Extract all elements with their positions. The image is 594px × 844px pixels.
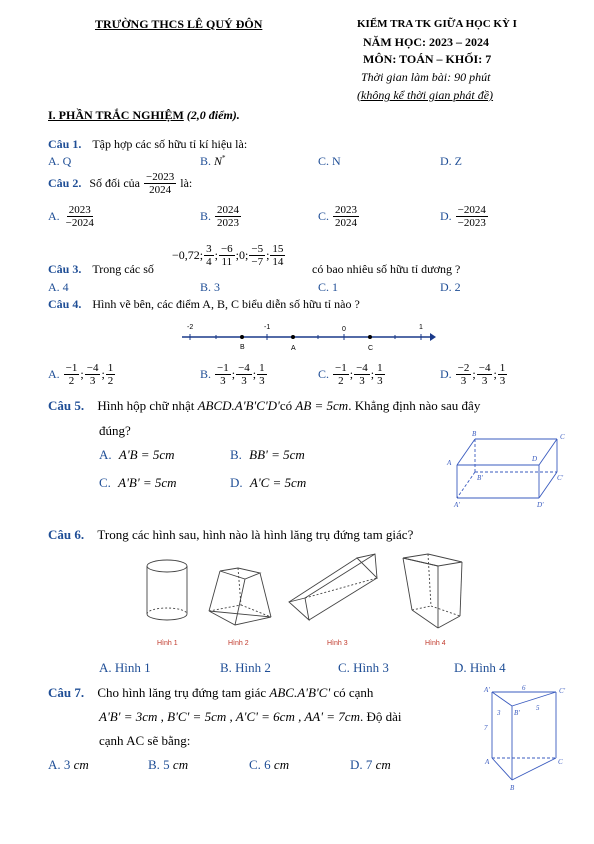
q7-line2-end: . Độ dài	[359, 709, 402, 724]
q3-option-c[interactable]: C. 1	[318, 280, 339, 294]
point-label: C	[368, 345, 374, 352]
q3-text-post: có bao nhiêu số hữu tỉ dương ?	[312, 262, 461, 276]
q5-text-pre: Hình hộp chữ nhật	[97, 398, 195, 413]
svg-text:A': A'	[484, 686, 490, 694]
number-line-arrow	[430, 333, 436, 341]
q3-option-b[interactable]: B. 3	[200, 280, 221, 294]
q7-label: Câu 7.	[48, 685, 85, 700]
tick-label: 0	[342, 326, 346, 333]
point-a	[291, 335, 295, 339]
caption-hinh-2: Hình 2	[228, 640, 249, 647]
q2-text-pre: Số đối của	[89, 176, 141, 190]
q2-label: Câu 2.	[48, 176, 82, 190]
q6-stem	[48, 527, 413, 543]
q1-b-letter: B.	[200, 154, 212, 168]
svg-text:C': C'	[557, 474, 564, 482]
q4-option-b[interactable]: B. $\frac{-1}{3}$ ; $\frac{-4}{3}$ ; $\frac{1}{3}$	[200, 362, 265, 387]
q1-option-a[interactable]: A. Q	[48, 154, 72, 168]
point-b	[240, 335, 244, 339]
point-label: B	[240, 344, 245, 351]
box-figure	[445, 428, 575, 510]
svg-text:B': B'	[514, 709, 520, 717]
q6-option-d[interactable]: D. Hình 4	[454, 660, 506, 675]
q3-option-d[interactable]: D. 2	[440, 280, 461, 294]
point-c	[368, 335, 372, 339]
q5-stem	[48, 398, 480, 414]
q4-stem	[48, 297, 360, 312]
q4-option-a[interactable]: A. $\frac{-1}{2}$ ; $\frac{-4}{3}$ ; $\frac{1}{2}$	[48, 362, 114, 387]
q5-given: AB = 5cm	[295, 398, 349, 413]
q6-label: Câu 6.	[48, 527, 85, 542]
caption-hinh-1: Hình 1	[157, 640, 178, 647]
q1-stem	[48, 137, 247, 152]
q1-label: Câu 1.	[48, 137, 82, 151]
q6-option-c[interactable]: C. Hình 3	[338, 660, 389, 675]
q2-fraction: $\frac{-2023}{2024}$	[146, 171, 175, 196]
tick-label: 1	[419, 324, 423, 331]
q7-option-a[interactable]: A. 3 cm	[48, 757, 89, 772]
figure-triangular-prism	[398, 550, 468, 632]
q1-text: Tập hợp các số hữu tỉ kí hiệu là:	[92, 137, 248, 151]
tick-label: -2	[187, 324, 194, 331]
q7-option-b[interactable]: B. 5 cm	[148, 757, 189, 772]
q7-option-c[interactable]: C. 6 cm	[249, 757, 290, 772]
q3-label: Câu 3.	[48, 262, 82, 276]
svg-text:7: 7	[484, 724, 488, 732]
svg-text:B: B	[510, 784, 515, 792]
q5-text-mid: có	[279, 398, 293, 413]
number-line-figure	[178, 320, 438, 354]
q1-b-value: N	[214, 154, 223, 168]
svg-text:6: 6	[522, 684, 526, 692]
q5-option-c[interactable]: C. A'B' = 5cm	[99, 475, 177, 490]
time-note: (không kể thời gian phát đề)	[357, 88, 494, 102]
q2-stem	[48, 171, 192, 196]
q7-line1: Cho hình lăng trụ đứng tam giác	[97, 685, 267, 700]
svg-text:B: B	[472, 430, 477, 438]
q3-label-line	[48, 262, 154, 277]
tick-label: -1	[264, 324, 271, 331]
subject: MÔN: TOÁN – KHỐI: 7	[363, 52, 492, 66]
q6-option-b[interactable]: B. Hình 2	[220, 660, 271, 675]
school-name: TRƯỜNG THCS LÊ QUÝ ĐÔN	[95, 17, 263, 31]
q1-option-c[interactable]: C. N	[318, 154, 341, 168]
q2-option-c[interactable]: C. $\frac{2023}{2024}$	[318, 204, 358, 229]
q4-option-d[interactable]: D. $\frac{-2}{3}$ ; $\frac{-4}{3}$ ; $\frac{1}{3}$	[440, 362, 506, 387]
q7-line2	[99, 709, 401, 725]
q2-option-d[interactable]: D. $\frac{-2024}{-2023}$	[440, 204, 486, 229]
q4-label: Câu 4.	[48, 297, 82, 311]
caption-hinh-4: Hình 4	[425, 640, 446, 647]
svg-text:3: 3	[497, 709, 501, 717]
q2-text-post: là:	[180, 176, 193, 190]
figure-cylinder	[140, 552, 200, 627]
svg-text:D: D	[532, 455, 538, 463]
svg-text:C': C'	[559, 687, 566, 695]
q4-option-c[interactable]: C. $\frac{-1}{2}$ ; $\frac{-4}{3}$ ; $\frac{1}{3}$	[318, 362, 383, 387]
q5-label: Câu 5.	[48, 398, 85, 413]
caption-hinh-3: Hình 3	[327, 640, 348, 647]
q3-number-list: −0,72; $\frac{3}{4}$ ; $\frac{-6}{11}$ ; 0; $\frac{-5}{-7}$ ; $\frac{15}{14}$	[172, 243, 284, 268]
svg-text:A': A'	[454, 501, 460, 509]
q4-text: Hình vẽ bên, các điểm A, B, C biểu diễn số hữu tỉ nào ?	[92, 297, 360, 311]
q5-option-b[interactable]: B. BB' = 5cm	[230, 447, 305, 462]
q6-text: Trong các hình sau, hình nào là hình lăng trụ đứng tam giác?	[97, 527, 414, 542]
q2-option-b[interactable]: B. $\frac{2024}{2023}$	[200, 204, 240, 229]
q3-text-pre: Trong các số	[92, 262, 154, 276]
svg-text:A: A	[447, 459, 452, 467]
q6-option-a[interactable]: A. Hình 1	[99, 660, 151, 675]
svg-text:C: C	[558, 758, 563, 766]
svg-text:B': B'	[477, 474, 483, 482]
prism-figure	[480, 684, 570, 794]
q7-line2-values: A'B' = 3cm , B'C' = 5cm , A'C' = 6cm , AA' = 7cm	[99, 709, 360, 724]
q3-option-a[interactable]: A. 4	[48, 280, 69, 294]
exam-title: KIỂM TRA TK GIỮA HỌC KỲ I	[357, 18, 517, 30]
q5-option-a[interactable]: A. A'B = 5cm	[99, 447, 175, 462]
svg-text:5: 5	[536, 704, 540, 712]
q1-option-d[interactable]: D. Z	[440, 154, 462, 168]
q7-solid: ABC.A'B'C'	[269, 685, 331, 700]
svg-text:A: A	[485, 758, 490, 766]
q5-solid: ABCD.A'B'C'D'	[197, 398, 280, 413]
q7-line1-end: có cạnh	[333, 685, 374, 700]
section-title-text: I. PHẦN TRẮC NGHIỆM	[48, 108, 184, 122]
svg-text:C: C	[560, 433, 565, 441]
school-year: NĂM HỌC: 2023 – 2024	[363, 35, 489, 49]
section-points: (2,0 điểm).	[186, 108, 240, 122]
figure-frustum	[205, 565, 275, 630]
section-title	[48, 108, 240, 123]
time-limit: Thời gian làm bài: 90 phút	[361, 70, 491, 84]
q7-stem	[48, 685, 373, 701]
figure-lying-prism	[285, 552, 385, 627]
point-label: A	[291, 345, 296, 352]
q5-option-d[interactable]: D. A'C = 5cm	[230, 475, 307, 490]
q7-option-d[interactable]: D. 7 cm	[350, 757, 391, 772]
q5-text-post: . Khẳng định nào sau đây	[348, 398, 481, 413]
q5-line2: đúng?	[99, 423, 131, 438]
q1-option-b[interactable]	[200, 154, 226, 169]
q1-b-sup: *	[222, 154, 226, 162]
q7-line3: cạnh AC sẽ bằng:	[99, 733, 191, 748]
svg-text:D': D'	[537, 501, 544, 509]
q2-option-a[interactable]: A. $\frac{2023}{-2024}$	[48, 204, 94, 229]
